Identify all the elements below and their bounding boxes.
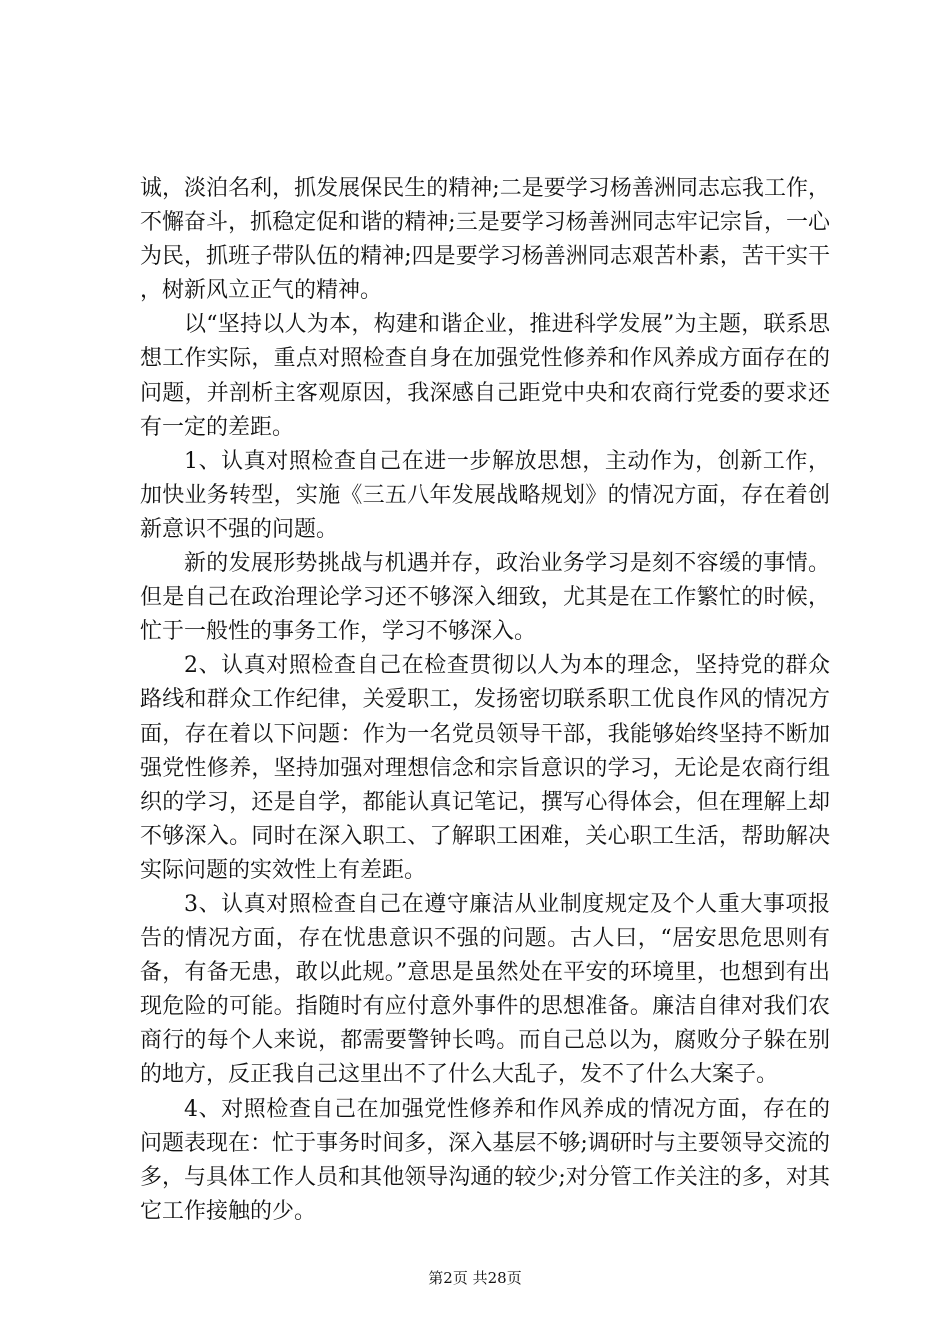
page-number-label: 第2页 共28页 [428, 1269, 522, 1287]
page-footer [0, 1268, 950, 1288]
document-body [140, 172, 830, 1229]
paragraph-item-4: 4、对照检查自己在加强党性修养和作风养成的情况方面，存在的问题表现在：忙于事务时间多，深入基层不够;调研时与主要领导交流的多，与具体工作人员和其他领导沟通的较少;对分管工作关注的多，对其它工作接触的少。 [140, 1096, 830, 1224]
paragraph-item-3: 3、认真对照检查自己在遵守廉洁从业制度规定及个人重大事项报告的情况方面，存在忧患意识不强的问题。古人曰，“居安思危思则有备，有备无患，敢以此规。”意思是虽然处在平安的环境里，也想到有出现危险的可能。指随时有应付意外事件的思想准备。廉洁自律对我们农商行的每个人来说，都需要警钟长鸣。而自己总以为，腐败分子躲在别的地方，反正我自己这里出不了什么大乱子，发不了什么大案子。 [140, 891, 830, 1088]
paragraph-item-1: 1、认真对照检查自己在进一步解放思想，主动作为，创新工作，加快业务转型，实施《三五八年发展战略规划》的情况方面，存在着创新意识不强的问题。 [140, 448, 830, 542]
paragraph-continuation: 诚，淡泊名利，抓发展保民生的精神;二是要学习杨善洲同志忘我工作，不懈奋斗，抓稳定促和谐的精神;三是要学习杨善洲同志牢记宗旨，一心为民，抓班子带队伍的精神;四是要学习杨善洲同志艰苦朴素，苦干实干，树新风立正气的精神。 [140, 176, 830, 304]
paragraph-item-1-detail: 新的发展形势挑战与机遇并存，政治业务学习是刻不容缓的事情。但是自己在政治理论学习还不够深入细致，尤其是在工作繁忙的时候，忙于一般性的事务工作，学习不够深入。 [140, 551, 830, 645]
paragraph-theme: 以“坚持以人为本，构建和谐企业，推进科学发展”为主题，联系思想工作实际，重点对照检查自身在加强党性修养和作风养成方面存在的问题，并剖析主客观原因，我深感自己距党中央和农商行党委的要求还有一定的差距。 [140, 312, 830, 440]
paragraph-item-2: 2、认真对照检查自己在检查贯彻以人为本的理念，坚持党的群众路线和群众工作纪律，关爱职工，发扬密切联系职工优良作风的情况方面，存在着以下问题：作为一名党员领导干部，我能够始终坚持不断加强党性修养，坚持加强对理想信念和宗旨意识的学习，无论是农商行组织的学习，还是自学，都能认真记笔记，撰写心得体会，但在理解上却不够深入。同时在深入职工、了解职工困难，关心职工生活，帮助解决实际问题的实效性上有差距。 [140, 653, 830, 883]
